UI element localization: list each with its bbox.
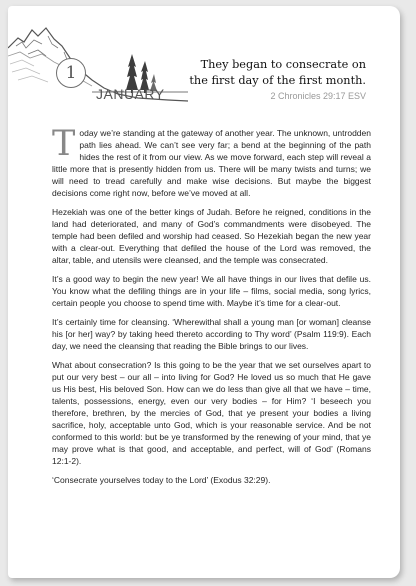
devotional-body <box>52 124 371 493</box>
month-label: JANUARY <box>96 86 165 102</box>
paragraph-2: Hezekiah was one of the better kings of Judah. Before he reigned, conditions in the land had deteriorated, and many of God’s commandments were disobeyed. The temple had been defiled and worship had ceased. So Hezekiah began the new year with a clear-out. Everything that defiled the house of the Lord was removed, the altar, table, and utensils were cleansed, and the temple was consecrated. <box>52 207 371 266</box>
drop-cap: T <box>52 124 76 164</box>
paragraph-6: ‘Consecrate yourselves today to the Lord’ (Exodus 32:29). <box>52 474 271 485</box>
verse-reference: 2 Chronicles 29:17 ESV <box>270 91 366 101</box>
day-number-badge: 1 <box>56 58 86 88</box>
paragraph-5: What about consecration? Is this going to be the year that we set ourselves apart to put our very best – our all – into living for God? He loved us so much that He gave us His best, His beloved Son. How can we do less than give all that we have – time, talents, possessions, energy, even our very bodies – for Him? ‘I beseech you therefore, brethren, by the mercies of God, that ye present your bodies a living sacrifice, holy, acceptable unto God, which is your reasonable service. And be not conformed to this world: but be ye transformed by the renewing of your mind, that ye may prove what is that good, and acceptable, and perfect, will of God’ (Romans 12:1-2). <box>52 359 371 467</box>
paragraph-1 <box>52 124 371 200</box>
paragraph-4: It’s certainly time for cleansing. ‘Wherewithal shall a young man [or woman] cleanse his [or her] way? by taking heed thereto according to Thy word’ (Psalm 119:9). Each day, we need the cleansing that reading the Bible brings to our lives. <box>52 316 371 351</box>
key-verse <box>136 57 366 101</box>
verse-text-line-1: They began to consecrate on <box>200 58 366 71</box>
paragraph-1-text: oday we’re standing at the gateway of another year. The unknown, untrodden path lies ahead. We can’t see very far; a bend at the beginning of the path hides the rest of it from our view. As we move forward, each step will reveal a little more that is presently hidden from us. There will be many twists and turns; we will need to tread carefully and make wise decisions. But maybe the biggest decisions come right now, before we’ve moved at all. <box>52 128 371 199</box>
paragraph-3: It’s a good way to begin the new year! We all have things in our lives that defile us. You know what the defiling things are in your life – films, social media, song lyrics, certain people you choose to spend time with. Maybe it’s time for a clear-out. <box>52 274 371 309</box>
verse-text-line-2: the first day of the first month. <box>189 74 366 87</box>
devotional-page <box>8 6 400 578</box>
